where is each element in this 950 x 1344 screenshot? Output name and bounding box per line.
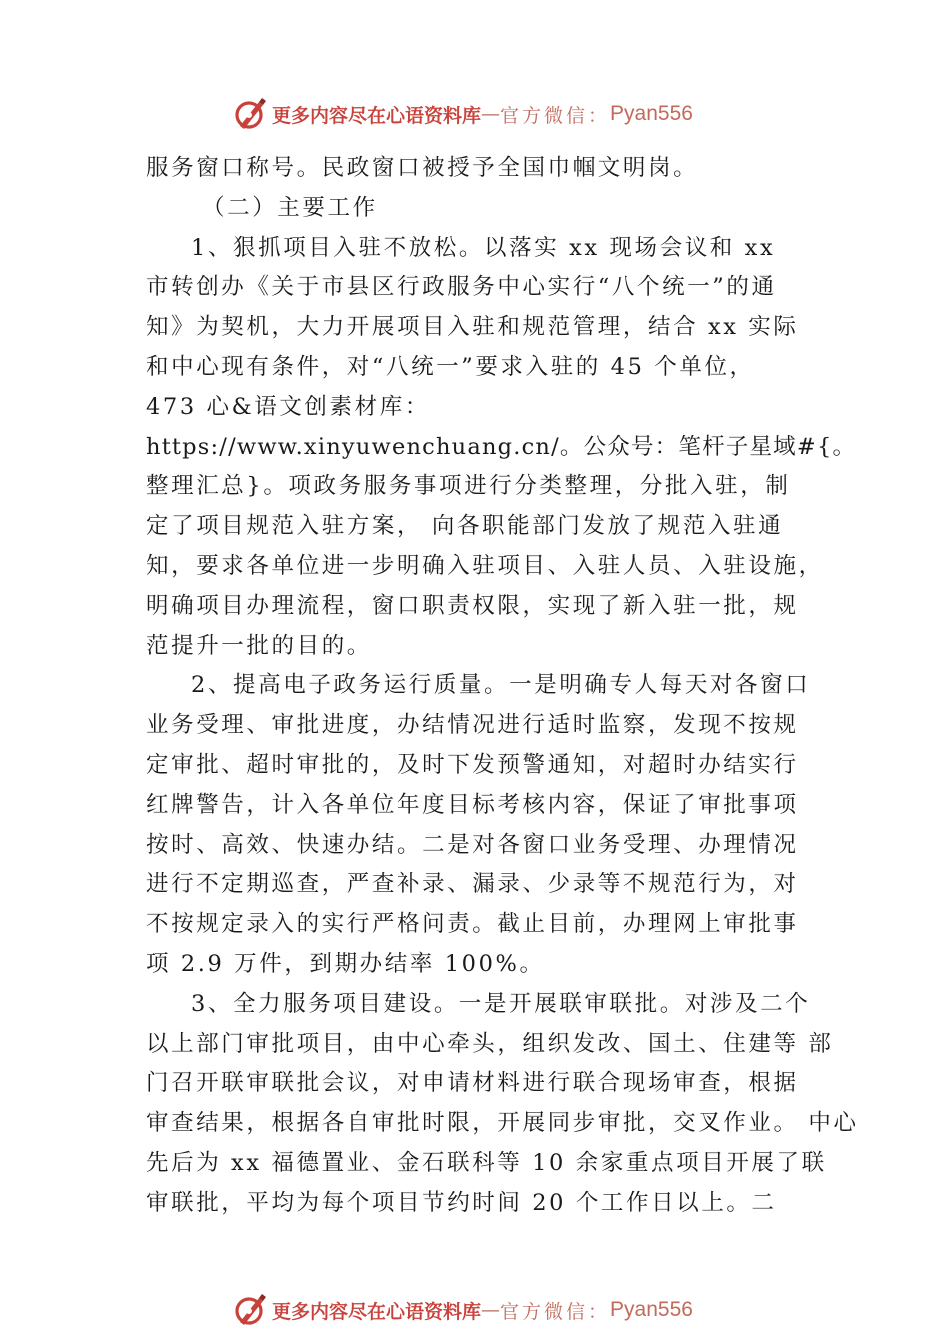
text-line: 审查结果，根据各自审批时限，开展同步审批，交叉作业。 中心 bbox=[146, 1110, 859, 1137]
text-line: 定了项目规范入驻方案， 向各职能部门发放了规范入驻通 bbox=[146, 513, 784, 540]
text-line: 市转创办《关于市县区行政服务中心实行“八个统一”的通 bbox=[146, 274, 777, 301]
text-line: 服务窗口称号。民政窗口被授予全国巾帼文明岗。 bbox=[146, 155, 699, 181]
text-line: 项 2.9 万件，到期办结率 100%。 bbox=[146, 950, 545, 977]
text-line: 3、全力服务项目建设。一是开展联审联批。对涉及二个 bbox=[191, 990, 811, 1017]
pen-logo-icon bbox=[232, 1292, 268, 1328]
text-line: 进行不定期巡查，严查补录、漏录、少录等不规范行为，对 bbox=[146, 871, 799, 898]
watermark-official-label: 官方微信： bbox=[500, 104, 611, 127]
text-line: 先后为 xx 福德置业、金石联科等 10 余家重点项目开展了联 bbox=[146, 1149, 827, 1176]
text-line: 知，要求各单位进一步明确入驻项目、入驻人员、入驻设施， bbox=[146, 552, 824, 579]
text-line: 审联批，平均为每个项目节约时间 20 个工作日以上。二 bbox=[146, 1189, 777, 1216]
text-line: 知》为契机，大力开展项目入驻和规范管理，结合 xx 实际 bbox=[146, 314, 799, 341]
text-line: https://www.xinyuwenchuang.cn/。公众号：笔杆子星域#{。 bbox=[146, 433, 857, 460]
text-line: 定审批、超时审批的，及时下发预警通知，对超时办结实行 bbox=[146, 751, 799, 778]
text-line: 473 心&语文创素材库： bbox=[146, 393, 430, 420]
text-line: 红牌警告，计入各单位年度目标考核内容，保证了审批事项 bbox=[146, 791, 799, 818]
text-line: 明确项目办理流程，窗口职责权限，实现了新入驻一批，规 bbox=[146, 592, 799, 619]
footer-watermark bbox=[232, 1290, 693, 1330]
watermark-separator: — bbox=[481, 1299, 501, 1321]
watermark-text: 更多内容尽在心语资料库 bbox=[272, 104, 482, 127]
text-line: 和中心现有条件，对“八统一”要求入驻的 45 个单位， bbox=[146, 353, 755, 380]
text-line: 按时、高效、快速办结。二是对各窗口业务受理、办理情况 bbox=[146, 831, 799, 858]
text-line: 范提升一批的目的。 bbox=[146, 632, 372, 659]
text-line: 门召开联审联批会议，对申请材料进行联合现场审查，根据 bbox=[146, 1070, 799, 1097]
text-line: 2、提高电子政务运行质量。一是明确专人每天对各窗口 bbox=[191, 672, 811, 699]
text-line: 1、狠抓项目入驻不放松。以落实 xx 现场会议和 xx bbox=[191, 234, 776, 261]
watermark-text: 更多内容尽在心语资料库 bbox=[272, 1300, 482, 1323]
pen-logo-icon bbox=[232, 96, 268, 132]
header-watermark bbox=[232, 94, 693, 134]
section-heading: （二）主要工作 bbox=[202, 194, 378, 221]
document-body bbox=[146, 149, 859, 1224]
watermark-official-label: 官方微信： bbox=[500, 1300, 611, 1323]
watermark-wechat-id: Pyan556 bbox=[610, 102, 693, 125]
watermark-wechat-id: Pyan556 bbox=[610, 1298, 693, 1321]
text-line: 业务受理、审批进度，办结情况进行适时监察，发现不按规 bbox=[146, 712, 799, 739]
watermark-separator: — bbox=[481, 103, 501, 125]
text-line: 不按规定录入的实行严格问责。截止目前，办理网上审批事 bbox=[146, 911, 799, 938]
text-line: 以上部门审批项目，由中心牵头，组织发改、国土、住建等 部 bbox=[146, 1030, 834, 1057]
text-line: 整理汇总}。项政务服务事项进行分类整理，分批入驻，制 bbox=[146, 473, 791, 500]
